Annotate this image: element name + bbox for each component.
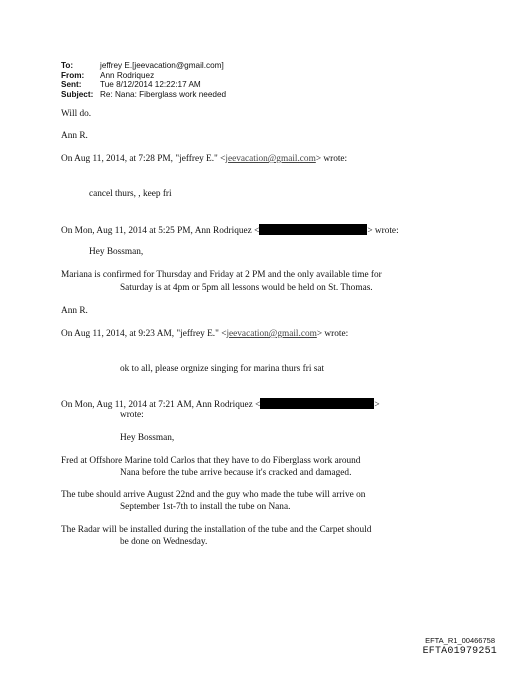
email-header: [61, 61, 226, 99]
header-sent-row: [61, 80, 226, 90]
quote2-paragraph-line2: Saturday is at 4pm or 5pm all lessons would be held on St. Thomas.: [120, 283, 373, 293]
subject-value: Re: Nana: Fiberglass work needed: [100, 89, 227, 99]
quote4-p2-line1: The tube should arrive August 22nd and the guy who made the tube will arrive on: [61, 490, 366, 500]
quote3-attribution: [61, 329, 348, 341]
quote4-attribution-post: >: [374, 400, 380, 410]
header-subject-row: [61, 90, 226, 100]
quote4-p1-line2: Nana before the tube arrive because it's cracked and damaged.: [120, 468, 352, 478]
quote4-p1-line1: Fred at Offshore Marine told Carlos that they have to do Fiberglass work around: [61, 456, 361, 466]
from-value: Ann Rodriquez: [100, 70, 155, 80]
quote4-p3-line2: be done on Wednesday.: [120, 537, 208, 547]
reply-signature: Ann R.: [61, 131, 88, 141]
quote1-attribution: [61, 154, 347, 166]
to-value: jeffrey E.[jeevacation@gmail.com]: [100, 61, 224, 70]
quote4-attribution-pre: On Mon, Aug 11, 2014 at 7:21 AM, Ann Rodriquez <: [61, 400, 261, 410]
quote1-message: cancel thurs, , keep fri: [89, 189, 172, 199]
sent-label: Sent:: [61, 80, 82, 90]
header-to-row: [61, 61, 226, 71]
quote2-attribution-pre: On Mon, Aug 11, 2014 at 5:25 PM, Ann Rodriquez <: [61, 226, 260, 236]
redaction-bar: [259, 224, 367, 235]
sent-value: Tue 8/12/2014 12:22:17 AM: [100, 80, 201, 90]
quote2-attribution: [61, 224, 399, 238]
quote2-signature: Ann R.: [61, 306, 88, 316]
quote4-attribution: [61, 398, 380, 412]
quote2-attribution-post: > wrote:: [367, 226, 399, 236]
quote4-p2-line2: September 1st-7th to install the tube on Nana.: [120, 502, 291, 512]
quote2-paragraph-line1: Mariana is confirmed for Thursday and Friday at 2 PM and the only available time for: [61, 270, 382, 280]
redaction-bar: [260, 398, 374, 409]
header-from-row: [61, 71, 226, 81]
document-id-large: EFTA01979251: [422, 646, 497, 657]
quote4-greeting: Hey Bossman,: [120, 433, 175, 443]
quote1-attribution-post: > wrote:: [315, 154, 348, 164]
quote4-p3-line1: The Radar will be installed during the installation of the tube and the Carpet should: [61, 525, 372, 535]
quote3-email-link[interactable]: jeevacation@gmail.com: [226, 329, 317, 339]
quote4-attribution-line2: wrote:: [120, 410, 144, 420]
quote1-email-link[interactable]: jeevacation@gmail.com: [225, 154, 316, 164]
subject-label: Subject:: [61, 89, 94, 99]
document-id-small: EFTA_R1_00466758: [425, 636, 495, 645]
quote1-attribution-pre: On Aug 11, 2014, at 7:28 PM, "jeffrey E." <: [61, 154, 226, 164]
quote3-attribution-post: > wrote:: [316, 329, 349, 339]
reply-line: Will do.: [61, 109, 92, 119]
to-label: To:: [61, 61, 74, 70]
quote2-greeting: Hey Bossman,: [89, 247, 144, 257]
from-label: From:: [61, 70, 85, 80]
quote3-attribution-pre: On Aug 11, 2014, at 9:23 AM, "jeffrey E." <: [61, 329, 227, 339]
quote3-message: ok to all, please orgnize singing for marina thurs fri sat: [120, 364, 325, 374]
